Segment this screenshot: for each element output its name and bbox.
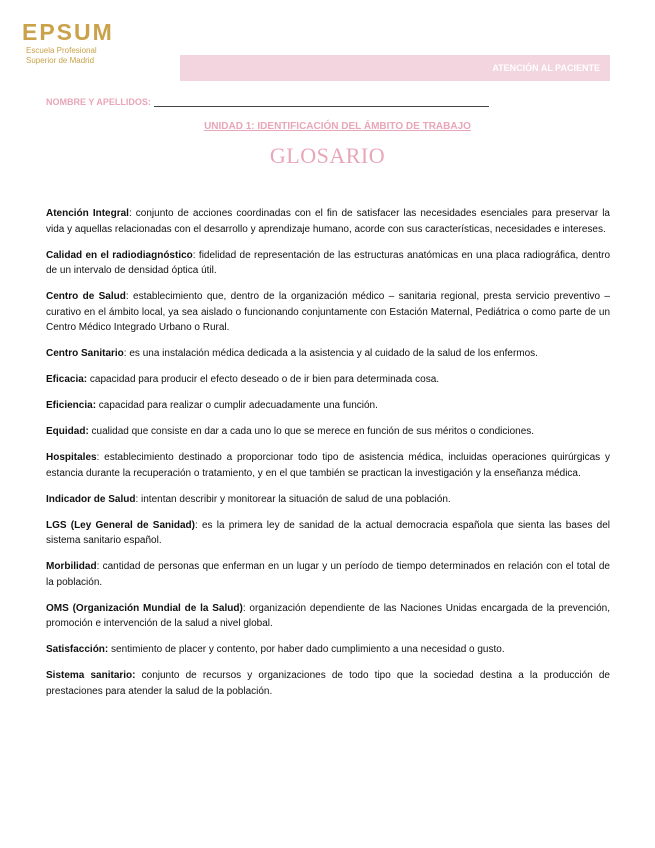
glossary-entry bbox=[46, 668, 610, 699]
glossary-term: LGS (Ley General de Sanidad) bbox=[46, 519, 196, 531]
glossary-definition: capacidad para realizar o cumplir adecuadamente una función. bbox=[96, 400, 378, 411]
glossary-definition: : cantidad de personas que enferman en un lugar y un período de tiempo determinados en relación con el total de la población. bbox=[46, 561, 610, 588]
glossary-entry bbox=[46, 248, 610, 279]
glossary-definition: cualidad que consiste en dar a cada uno lo que se merece en función de sus méritos o condiciones. bbox=[88, 426, 535, 437]
glossary-entry bbox=[46, 518, 610, 549]
glossary-term: Atención Integral bbox=[46, 208, 129, 219]
glossary-definition: : establecimiento destinado a proporcionar todo tipo de asistencia médica, incluidas operaciones quirúrgicas y estancia durante la recuperación o tratamiento, y en el que también se practican la investigación y la enseñanza médica. bbox=[46, 452, 610, 479]
glossary-definition: : organización dependiente de las Naciones Unidas encargada de la prevención, promoción e intervención de la salud a nivel global. bbox=[46, 602, 610, 629]
glossary-definition: capacidad para producir el efecto deseado o de ir bien para determinada cosa. bbox=[87, 374, 440, 385]
unit-heading-text: UNIDAD 1: IDENTIFICACIÓN DEL ÁMBITO DE TRABAJO bbox=[204, 121, 471, 132]
glossary-term: Centro Sanitario bbox=[46, 348, 124, 359]
school-logo bbox=[22, 20, 132, 66]
name-field-label: NOMBRE Y APELLIDOS: bbox=[46, 97, 151, 107]
glossary-term: Eficiencia: bbox=[46, 400, 97, 411]
glossary-entry bbox=[46, 289, 610, 336]
glossary-definition: : es una instalación médica dedicada a la asistencia y al cuidado de la salud de los enfermos. bbox=[123, 348, 538, 359]
header-band bbox=[180, 55, 610, 81]
glossary-entry bbox=[46, 372, 610, 388]
name-field bbox=[46, 97, 506, 107]
glossary-definition: : es la primera ley de sanidad de la actual democracia española que sienta las bases del sistema sanitario español. bbox=[46, 519, 611, 546]
glossary-term: Hospitales bbox=[46, 452, 97, 463]
glossary-term: OMS (Organización Mundial de la Salud) bbox=[46, 602, 243, 614]
glossary-entry bbox=[46, 398, 610, 414]
header-band-label: ATENCIÓN AL PACIENTE bbox=[492, 63, 600, 73]
glossary-definition: : establecimiento que, dentro de la organización médico – sanitaria regional, presta servicio preventivo – curativo en el ámbito local, ya sea aislado o funcionando conjuntamente con Estación Maternal, Pediátrica o como parte de un Centro Médico Integrado Urbano o Rural. bbox=[46, 291, 610, 333]
glossary-definition: conjunto de recursos y organizaciones de todo tipo que la sociedad destina a la producción de prestaciones para atender la salud de la población. bbox=[46, 670, 610, 697]
glossary-entry bbox=[46, 424, 610, 440]
glossary-entry bbox=[46, 559, 610, 590]
glossary-term: Satisfacción: bbox=[46, 644, 109, 655]
glossary-entry bbox=[46, 346, 610, 362]
logo-subtitle-line2: Superior de Madrid bbox=[26, 56, 95, 65]
page-title: GLOSARIO bbox=[269, 143, 386, 168]
glossary-term: Sistema sanitario: bbox=[46, 670, 136, 681]
glossary-definition: : conjunto de acciones coordinadas con el fin de satisfacer las necesidades esenciales para preservar la vida y aquellas relacionadas con el desarrollo y aprendizaje humano, acorde con sus características, necesidades e intereses. bbox=[46, 208, 610, 235]
glossary-entry bbox=[46, 642, 610, 658]
glossary-definition: : fidelidad de representación de las estructuras anatómicas en una placa radiográfica, dentro de un intervalo de densidad óptica útil. bbox=[46, 249, 611, 276]
logo-title: EPSUM bbox=[22, 19, 114, 45]
glossary-definition: : intentan describir y monitorear la situación de salud de una población. bbox=[135, 493, 451, 505]
glossary-term: Calidad en el radiodiagnóstico bbox=[46, 249, 193, 261]
glossary-list bbox=[46, 206, 610, 710]
glossary-term: Equidad: bbox=[46, 426, 89, 437]
glossary-definition: sentimiento de placer y contento, por haber dado cumplimiento a una necesidad o gusto. bbox=[108, 644, 505, 655]
glossary-entry bbox=[46, 450, 610, 481]
logo-subtitle-line1: Escuela Profesional bbox=[26, 46, 97, 55]
glossary-entry bbox=[46, 601, 610, 632]
glossary-term: Indicador de Salud bbox=[46, 493, 136, 505]
glossary-entry bbox=[46, 206, 610, 237]
glossary-term: Morbilidad bbox=[46, 561, 97, 572]
unit-heading bbox=[0, 121, 655, 132]
logo-subtitle bbox=[26, 46, 132, 66]
name-field-line[interactable] bbox=[154, 97, 489, 107]
glossary-entry bbox=[46, 492, 610, 508]
glossary-term: Eficacia: bbox=[46, 374, 88, 385]
glossary-term: Centro de Salud bbox=[46, 291, 126, 302]
